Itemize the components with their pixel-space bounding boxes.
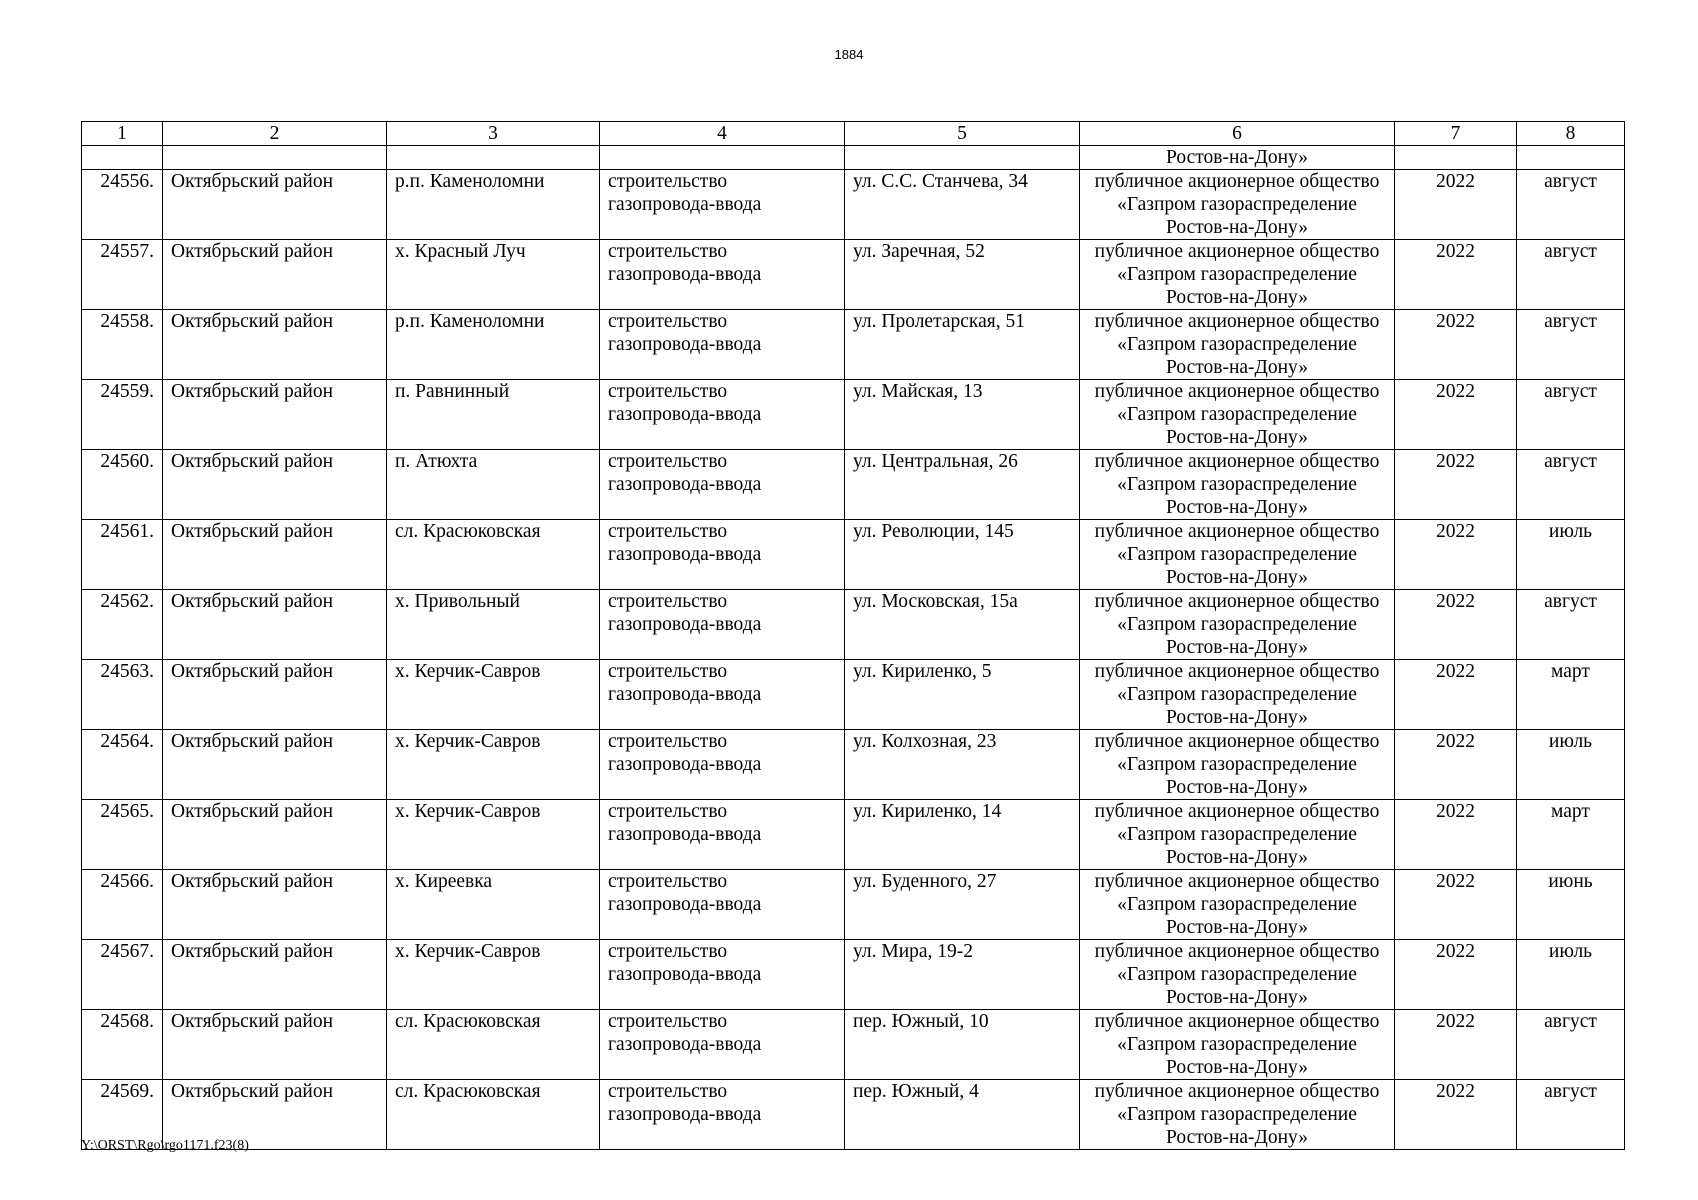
work-type-cell [600, 520, 845, 590]
work-type-line: газопровода-ввода [608, 964, 762, 985]
year-cell: 2022 [1395, 240, 1517, 310]
work-type-cell [600, 1010, 845, 1080]
table-cell [82, 146, 163, 170]
work-type-cell [600, 800, 845, 870]
organization-line: публичное акционерное общество [1094, 521, 1380, 542]
district-cell: Октябрьский район [163, 240, 387, 310]
organization-line: Ростов-на-Дону» [1165, 217, 1309, 238]
year-cell: 2022 [1395, 1010, 1517, 1080]
work-type-cell [600, 170, 845, 240]
locality-cell: сл. Красюковская [387, 1010, 600, 1080]
year-cell: 2022 [1395, 520, 1517, 590]
table-row [82, 1010, 1625, 1080]
year-cell: 2022 [1395, 380, 1517, 450]
organization-cell [1080, 1080, 1395, 1150]
organization-line: Ростов-на-Дону» [1165, 357, 1309, 378]
locality-cell: х. Керчик-Савров [387, 940, 600, 1010]
district-cell: Октябрьский район [163, 380, 387, 450]
table-row [82, 450, 1625, 520]
district-cell: Октябрьский район [163, 170, 387, 240]
page-number: 1884 [834, 47, 864, 62]
year-cell: 2022 [1395, 450, 1517, 520]
row-number: 24557. [82, 240, 163, 310]
district-cell: Октябрьский район [163, 590, 387, 660]
organization-line: «Газпром газораспределение [1117, 334, 1357, 355]
organization-line: Ростов-на-Дону» [1165, 847, 1309, 868]
locality-cell: х. Киреевка [387, 870, 600, 940]
organization-line: «Газпром газораспределение [1117, 894, 1357, 915]
address-cell: ул. Майская, 13 [845, 380, 1080, 450]
row-number: 24568. [82, 1010, 163, 1080]
table-row [82, 730, 1625, 800]
district-cell: Октябрьский район [163, 800, 387, 870]
table-row [82, 800, 1625, 870]
organization-line: публичное акционерное общество [1094, 1081, 1380, 1102]
table-row [82, 240, 1625, 310]
work-type-line: газопровода-ввода [608, 334, 762, 355]
organization-line: «Газпром газораспределение [1117, 1104, 1357, 1125]
organization-cell [1080, 380, 1395, 450]
month-cell: июль [1517, 730, 1625, 800]
work-type-line: строительство [608, 241, 728, 262]
row-number: 24563. [82, 660, 163, 730]
organization-line: публичное акционерное общество [1094, 1011, 1380, 1032]
organization-cell [1080, 870, 1395, 940]
row-number: 24556. [82, 170, 163, 240]
month-cell: август [1517, 310, 1625, 380]
address-cell: ул. С.С. Станчева, 34 [845, 170, 1080, 240]
row-number: 24562. [82, 590, 163, 660]
locality-cell: р.п. Каменоломни [387, 170, 600, 240]
row-number: 24565. [82, 800, 163, 870]
work-type-line: газопровода-ввода [608, 544, 762, 565]
organization-line: Ростов-на-Дону» [1165, 707, 1309, 728]
locality-cell: п. Равнинный [387, 380, 600, 450]
work-type-line: газопровода-ввода [608, 614, 762, 635]
file-path-footer: Y:\ORST\Rgo\rgo1171.f23(8) [81, 1138, 249, 1153]
organization-line: публичное акционерное общество [1094, 661, 1380, 682]
locality-cell: х. Керчик-Савров [387, 730, 600, 800]
row-number: 24561. [82, 520, 163, 590]
table-row [82, 520, 1625, 590]
organization-line: «Газпром газораспределение [1117, 404, 1357, 425]
work-type-line: газопровода-ввода [608, 824, 762, 845]
address-cell: ул. Колхозная, 23 [845, 730, 1080, 800]
work-type-line: строительство [608, 871, 728, 892]
work-type-line: газопровода-ввода [608, 754, 762, 775]
column-header: 8 [1517, 122, 1625, 146]
work-type-line: строительство [608, 521, 728, 542]
organization-line: Ростов-на-Дону» [1165, 917, 1309, 938]
organization-line: Ростов-на-Дону» [1165, 777, 1309, 798]
table-cell [163, 146, 387, 170]
address-cell: ул. Мира, 19-2 [845, 940, 1080, 1010]
year-cell: 2022 [1395, 870, 1517, 940]
district-cell: Октябрьский район [163, 940, 387, 1010]
work-type-line: газопровода-ввода [608, 684, 762, 705]
work-type-line: строительство [608, 1081, 728, 1102]
table-row [82, 170, 1625, 240]
organization-line: публичное акционерное общество [1094, 311, 1380, 332]
organization-cell [1080, 590, 1395, 660]
organization-line: публичное акционерное общество [1094, 801, 1380, 822]
work-type-line: газопровода-ввода [608, 194, 762, 215]
gasification-table [81, 121, 1625, 1150]
month-cell: август [1517, 590, 1625, 660]
table-row [82, 870, 1625, 940]
table-cell [600, 146, 845, 170]
work-type-line: строительство [608, 311, 728, 332]
table-cell [387, 146, 600, 170]
column-header: 1 [82, 122, 163, 146]
organization-line: публичное акционерное общество [1094, 731, 1380, 752]
month-cell: июль [1517, 940, 1625, 1010]
address-cell: ул. Заречная, 52 [845, 240, 1080, 310]
row-number: 24567. [82, 940, 163, 1010]
month-cell: март [1517, 660, 1625, 730]
table-cell [1517, 146, 1625, 170]
district-cell: Октябрьский район [163, 1010, 387, 1080]
district-cell: Октябрьский район [163, 310, 387, 380]
address-cell: ул. Центральная, 26 [845, 450, 1080, 520]
column-header: 4 [600, 122, 845, 146]
organization-line: публичное акционерное общество [1094, 591, 1380, 612]
column-header: 5 [845, 122, 1080, 146]
table-row [82, 940, 1625, 1010]
locality-cell: х. Привольный [387, 590, 600, 660]
column-header: 3 [387, 122, 600, 146]
district-cell: Октябрьский район [163, 730, 387, 800]
district-cell: Октябрьский район [163, 660, 387, 730]
column-header: 2 [163, 122, 387, 146]
organization-line: публичное акционерное общество [1094, 941, 1380, 962]
locality-cell: п. Атюхта [387, 450, 600, 520]
work-type-cell [600, 310, 845, 380]
month-cell: август [1517, 240, 1625, 310]
month-cell: август [1517, 450, 1625, 520]
address-cell: ул. Кириленко, 5 [845, 660, 1080, 730]
organization-line: Ростов-на-Дону» [1165, 287, 1309, 308]
work-type-line: строительство [608, 171, 728, 192]
table-cell [1395, 146, 1517, 170]
work-type-cell [600, 450, 845, 520]
year-cell: 2022 [1395, 310, 1517, 380]
organization-cell [1080, 660, 1395, 730]
table-body [82, 146, 1625, 1150]
address-cell: ул. Московская, 15а [845, 590, 1080, 660]
work-type-line: строительство [608, 451, 728, 472]
table-row [82, 380, 1625, 450]
locality-cell: х. Красный Луч [387, 240, 600, 310]
work-type-cell [600, 240, 845, 310]
organization-cell [1080, 170, 1395, 240]
organization-line: «Газпром газораспределение [1117, 964, 1357, 985]
locality-cell: х. Керчик-Савров [387, 800, 600, 870]
organization-line: Ростов-на-Дону» [1165, 427, 1309, 448]
month-cell: август [1517, 170, 1625, 240]
organization-cell [1080, 520, 1395, 590]
organization-line: публичное акционерное общество [1094, 451, 1380, 472]
address-cell: ул. Пролетарская, 51 [845, 310, 1080, 380]
organization-line: Ростов-на-Дону» [1165, 497, 1309, 518]
locality-cell: сл. Красюковская [387, 520, 600, 590]
month-cell: июнь [1517, 870, 1625, 940]
year-cell: 2022 [1395, 590, 1517, 660]
organization-line: публичное акционерное общество [1094, 381, 1380, 402]
month-cell: июль [1517, 520, 1625, 590]
table-cell [845, 146, 1080, 170]
year-cell: 2022 [1395, 660, 1517, 730]
organization-line: «Газпром газораспределение [1117, 614, 1357, 635]
month-cell: август [1517, 1010, 1625, 1080]
year-cell: 2022 [1395, 800, 1517, 870]
organization-line: публичное акционерное общество [1094, 871, 1380, 892]
work-type-cell [600, 870, 845, 940]
organization-line: Ростов-на-Дону» [1165, 1057, 1309, 1078]
row-number: 24564. [82, 730, 163, 800]
organization-line: «Газпром газораспределение [1117, 264, 1357, 285]
organization-line: «Газпром газораспределение [1117, 544, 1357, 565]
work-type-line: строительство [608, 661, 728, 682]
row-number: 24566. [82, 870, 163, 940]
work-type-line: газопровода-ввода [608, 894, 762, 915]
continuation-text: Ростов-на-Дону» [1080, 146, 1395, 170]
continuation-row [82, 146, 1625, 170]
address-cell: ул. Революции, 145 [845, 520, 1080, 590]
organization-cell [1080, 310, 1395, 380]
organization-line: публичное акционерное общество [1094, 171, 1380, 192]
district-cell: Октябрьский район [163, 870, 387, 940]
row-number: 24560. [82, 450, 163, 520]
organization-cell [1080, 800, 1395, 870]
work-type-cell [600, 660, 845, 730]
table-row [82, 310, 1625, 380]
organization-line: Ростов-на-Дону» [1165, 987, 1309, 1008]
month-cell: март [1517, 800, 1625, 870]
work-type-cell [600, 1080, 845, 1150]
row-number: 24569. [82, 1080, 163, 1150]
address-cell: ул. Буденного, 27 [845, 870, 1080, 940]
work-type-line: строительство [608, 1011, 728, 1032]
work-type-line: газопровода-ввода [608, 264, 762, 285]
locality-cell: р.п. Каменоломни [387, 310, 600, 380]
organization-cell [1080, 730, 1395, 800]
month-cell: август [1517, 1080, 1625, 1150]
district-cell: Октябрьский район [163, 520, 387, 590]
row-number: 24559. [82, 380, 163, 450]
work-type-line: газопровода-ввода [608, 1104, 762, 1125]
district-cell: Октябрьский район [163, 1080, 387, 1150]
organization-line: публичное акционерное общество [1094, 241, 1380, 262]
row-number: 24558. [82, 310, 163, 380]
work-type-cell [600, 380, 845, 450]
address-cell: ул. Кириленко, 14 [845, 800, 1080, 870]
organization-line: Ростов-на-Дону» [1165, 567, 1309, 588]
organization-cell [1080, 1010, 1395, 1080]
work-type-line: газопровода-ввода [608, 404, 762, 425]
organization-line: «Газпром газораспределение [1117, 754, 1357, 775]
locality-cell: сл. Красюковская [387, 1080, 600, 1150]
year-cell: 2022 [1395, 940, 1517, 1010]
organization-line: Ростов-на-Дону» [1165, 1127, 1309, 1148]
address-cell: пер. Южный, 10 [845, 1010, 1080, 1080]
organization-line: «Газпром газораспределение [1117, 1034, 1357, 1055]
organization-cell [1080, 240, 1395, 310]
work-type-cell [600, 730, 845, 800]
organization-line: «Газпром газораспределение [1117, 684, 1357, 705]
work-type-line: строительство [608, 591, 728, 612]
locality-cell: х. Керчик-Савров [387, 660, 600, 730]
organization-line: Ростов-на-Дону» [1165, 637, 1309, 658]
organization-cell [1080, 940, 1395, 1010]
work-type-line: строительство [608, 801, 728, 822]
work-type-line: строительство [608, 381, 728, 402]
year-cell: 2022 [1395, 730, 1517, 800]
year-cell: 2022 [1395, 1080, 1517, 1150]
work-type-line: газопровода-ввода [608, 474, 762, 495]
table-row [82, 1080, 1625, 1150]
work-type-cell [600, 590, 845, 660]
month-cell: август [1517, 380, 1625, 450]
work-type-cell [600, 940, 845, 1010]
organization-cell [1080, 450, 1395, 520]
header-row [82, 122, 1625, 146]
district-cell: Октябрьский район [163, 450, 387, 520]
address-cell: пер. Южный, 4 [845, 1080, 1080, 1150]
year-cell: 2022 [1395, 170, 1517, 240]
work-type-line: газопровода-ввода [608, 1034, 762, 1055]
work-type-line: строительство [608, 941, 728, 962]
column-header: 6 [1080, 122, 1395, 146]
table-row [82, 590, 1625, 660]
work-type-line: строительство [608, 731, 728, 752]
organization-line: «Газпром газораспределение [1117, 194, 1357, 215]
organization-line: «Газпром газораспределение [1117, 824, 1357, 845]
organization-line: «Газпром газораспределение [1117, 474, 1357, 495]
column-header: 7 [1395, 122, 1517, 146]
table-row [82, 660, 1625, 730]
